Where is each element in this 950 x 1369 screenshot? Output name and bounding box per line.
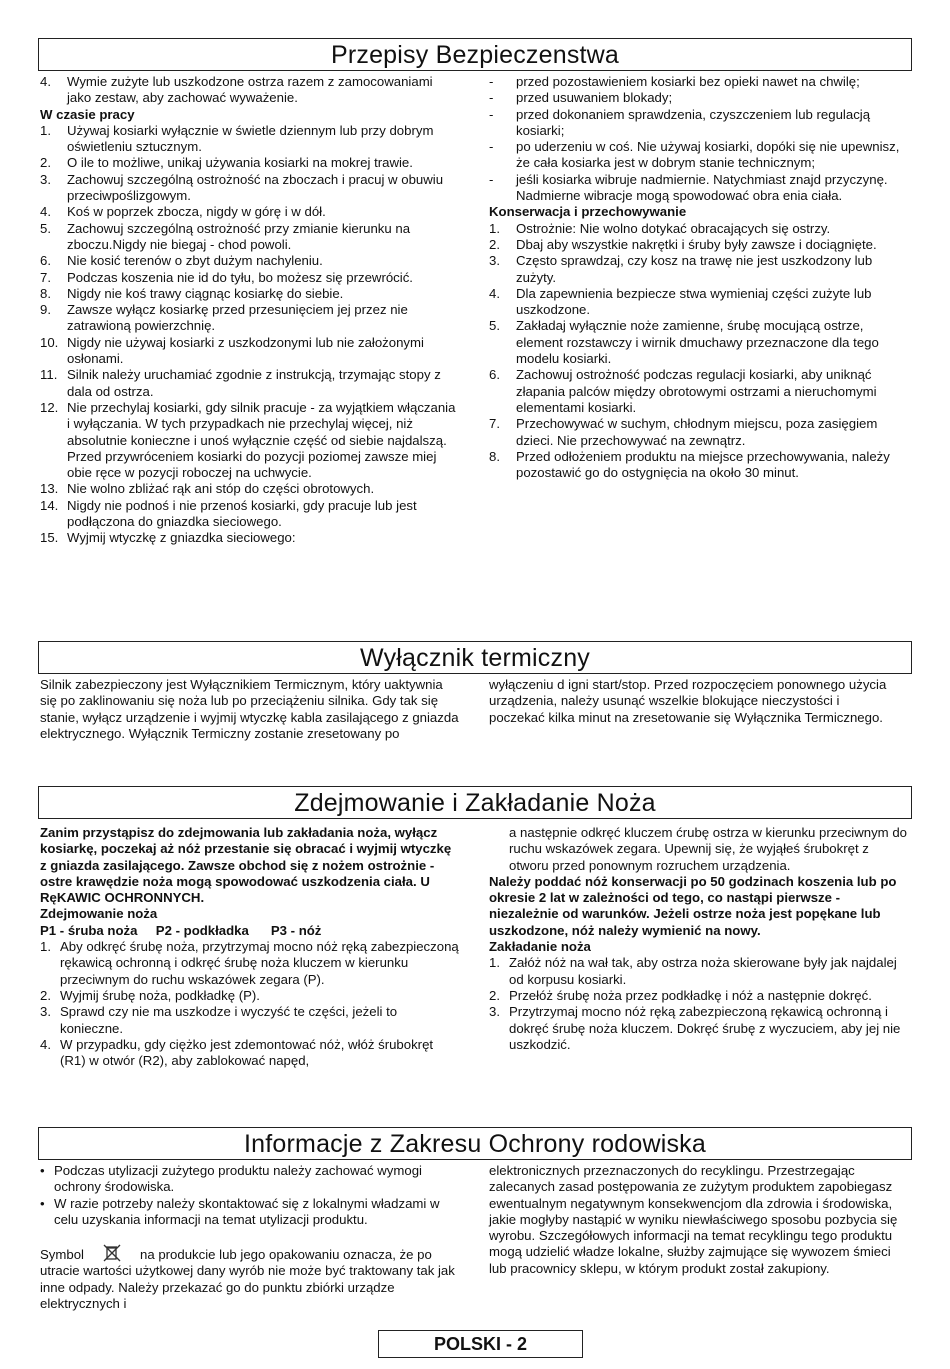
safety-left-column	[40, 74, 460, 547]
list-item	[489, 221, 909, 237]
list-text: Nigdy nie podnoś i nie przenoś kosiarki, gdy pracuje lub jest podłączona do gniazdka sieciowego.	[67, 497, 417, 530]
section-title-safety: Przepisy Bezpieczenstwa	[38, 38, 912, 71]
removal-continuation: a następnie odkręć kluczem ćrubę ostrza w kierunku przeciwnym do ruchu wskazówek zegara. Upewnij się, że wyjąłeś śrubokręt z otworu przed ponownym rozruchem urządzenia.	[509, 825, 908, 873]
section-title-thermal: Wyłącznik termiczny	[38, 641, 912, 674]
step-number: 4.	[40, 1036, 51, 1052]
step-text: Przytrzymaj mocno nóż ręką zabezpieczoną rękawicą ochronną i dokręć śrubę noża kluczem. Dokręć śrubę z wyczuciem, aby jej nie uszkodzić.	[509, 1004, 901, 1052]
list-marker: 2.	[489, 236, 500, 252]
list-text: Ostrożnie: Nie wolno dotykać obracających się ostrzy.	[516, 220, 831, 236]
step-number: 3.	[40, 1004, 51, 1020]
list-marker: 6.	[489, 367, 500, 383]
list-text: przed pozostawieniem kosiarki bez opieki nawet na chwilę;	[516, 74, 860, 89]
step-item	[489, 955, 911, 988]
bullet-dot: •	[40, 1195, 45, 1211]
list-item	[489, 416, 909, 449]
list-item	[40, 270, 460, 286]
step-text: Aby odkręć śrubę noża, przytrzymaj mocno nóż ręką zabezpieczoną rękawicą ochronną i odkręć śrubę noża kluczem w kierunku przeciwnym do ruchu wskazówek zegara (P).	[60, 939, 459, 987]
list-item	[40, 286, 460, 302]
list-item	[489, 74, 909, 90]
step-text: Przełóż śrubę noża przez podkładkę i nóż a następnie dokręć.	[509, 987, 872, 1003]
list-item	[489, 172, 909, 205]
parts-legend: P1 - śruba noża P2 - podkładka P3 - nóż	[40, 922, 322, 938]
fitting-heading: Zakładanie noża	[489, 939, 591, 955]
list-marker: 4.	[489, 285, 500, 301]
subsection-heading: W czasie pracy	[40, 106, 135, 122]
list-item	[489, 107, 909, 140]
section-title-environment: Informacje z Zakresu Ochrony rodowiska	[38, 1127, 912, 1160]
list-item	[40, 172, 460, 205]
list-marker: 5.	[489, 318, 500, 334]
list-text: Zawsze wyłącz kosiarkę przed przesunięciem jej przez nie zatrawioną powierzchnię.	[67, 302, 408, 334]
step-text: Sprawd czy nie ma uszkodze i wyczyść te części, jeżeli to konieczne.	[60, 1004, 398, 1036]
list-item	[40, 253, 460, 269]
list-item	[40, 530, 460, 546]
env-bullet: • W razie potrzeby należy skontaktować się z lokalnymi władzami w celu uzyskania informacji na temat utylizacji produktu.	[40, 1195, 440, 1227]
list-item	[40, 400, 460, 481]
blade-right-column	[489, 825, 911, 1053]
list-text: Wyjmij wtyczkę z gniazdka sieciowego:	[67, 530, 296, 546]
step-number: 1.	[489, 955, 500, 971]
section-title-blade: Zdejmowanie i Zakładanie Noża	[38, 786, 912, 819]
step-number: 2.	[489, 987, 500, 1003]
list-marker: 4.	[40, 74, 51, 89]
list-text: przed dokonaniem sprawdzenia, czyszczeniem lub regulacją kosiarki;	[516, 106, 871, 138]
list-text: Dbaj aby wszystkie nakrętki i śruby były zawsze i dociągnięte.	[516, 236, 877, 252]
list-text: po uderzeniu w coś. Nie używaj kosiarki, dopóki się nie upewnisz, że cała kosiarka jest w dobrym stanie technicznym;	[516, 139, 900, 171]
list-text: przed usuwaniem blokady;	[516, 90, 673, 106]
list-item	[40, 302, 460, 335]
list-marker: 9.	[40, 302, 51, 318]
step-text: Załóż nóż na wał tak, aby ostrza noża skierowane były jak najdalej od korpusu kosiarki.	[509, 955, 897, 987]
list-text: Nie kosić terenów o zbyt dużym nachyleniu.	[67, 253, 323, 269]
list-item	[489, 237, 909, 253]
list-text: Nigdy nie używaj kosiarki z uszkodzonymi lub nie założonymi osłonami.	[67, 334, 424, 367]
list-marker: 10.	[40, 334, 59, 350]
list-marker: 7.	[489, 416, 500, 432]
fitting-steps-list	[489, 955, 911, 1053]
list-text: Podczas koszenia nie id do tyłu, bo możesz się przewrócić.	[67, 269, 413, 285]
symbol-paragraph: Symbol na produkcie lub jego opakowaniu oznacza, że po utracie wartości użytkowej dany wyrób nie może być traktowany tak jak inne odpady. Należy przekazać go do punktu zbiórki urządze elektrycznych i	[40, 1244, 462, 1312]
list-marker: 1.	[489, 220, 500, 236]
step-number: 1.	[40, 939, 51, 955]
thermal-right-text: wyłączeniu d igni start/stop. Przed rozpoczęciem ponownego użycia urządzenia, należy usunąć wszelkie blokujące nieczystości i poczekać kilka minut na zresetowanie się Wyłącznika Termicznego.	[489, 677, 887, 725]
list-text: Dla zapewnienia bezpiecze stwa wymieniaj części zużyte lub uszkodzone.	[516, 285, 872, 318]
list-item	[489, 286, 909, 319]
list-marker: 13.	[40, 481, 59, 497]
page-footer: POLSKI - 2	[378, 1330, 583, 1358]
list-item	[40, 481, 460, 497]
list-marker: 14.	[40, 497, 59, 513]
list-marker: 5.	[40, 220, 51, 236]
list-item	[489, 318, 909, 367]
list-text: Przechowywać w suchym, chłodnym miejscu, poza zasięgiem dzieci. Nie przechowywać na zewnątrz.	[516, 416, 878, 448]
list-marker: 6.	[40, 253, 51, 269]
blade-left-column	[40, 825, 460, 1069]
list-text: Nigdy nie koś trawy ciągnąc kosiarkę do siebie.	[67, 285, 344, 301]
list-text: Używaj kosiarki wyłącznie w świetle dziennym lub przy dobrym oświetleniu sztucznym.	[67, 122, 434, 155]
list-marker: 7.	[40, 269, 51, 285]
list-marker: -	[489, 106, 494, 122]
step-item	[40, 1037, 460, 1070]
list-text: Koś w poprzek zbocza, nigdy w górę i w dół.	[67, 204, 326, 220]
list-text: Silnik należy uruchamiać zgodnie z instrukcją, trzymając stopy z dala od ostrza.	[67, 367, 441, 399]
list-text: Zachowuj ostrożność podczas regulacji kosiarki, aby uniknąć złapania palców między obrotowymi ostrzami a nieruchomymi elementami kosiarki.	[516, 367, 877, 415]
step-number: 3.	[489, 1004, 500, 1020]
list-text: Nie wolno zbliżać rąk ani stóp do części obrotowych.	[67, 481, 375, 497]
step-text: Wyjmij śrubę noża, podkładkę (P).	[60, 987, 260, 1003]
list-text: Wymie zużyte lub uszkodzone ostrza razem z zamocowaniami jako zestaw, aby zachować wyważenie.	[67, 74, 433, 106]
list-item	[489, 367, 909, 416]
list-marker: 8.	[40, 285, 51, 301]
step-text: W przypadku, gdy ciężko jest zdemontować nóż, włóż śrubokręt (R1) w otwór (R2), aby zablokować napęd,	[60, 1036, 434, 1069]
step-item	[40, 939, 460, 988]
list-item	[40, 221, 460, 254]
list-text: Zakładaj wyłącznie noże zamienne, śrubę mocującą ostrze, element rozstawczy i wirnik dmuchawy przeznaczone dla tego modelu kosiarki.	[516, 318, 879, 367]
list-item	[40, 155, 460, 171]
thermal-left-text: Silnik zabezpieczony jest Wyłącznikiem Termicznym, który uaktywnia się po zaklinowaniu się noża lub po przeciążeniu silnika. Gdy tak się stanie, wyłącz urządzenie i wyjmij wtyczkę kabla zasilającego z gniazda elektrycznego. Wyłącznik Termiczny zostanie zresetowany po	[40, 677, 459, 741]
step-number: 2.	[40, 987, 51, 1003]
step-item	[489, 988, 911, 1004]
list-marker: 3.	[489, 253, 500, 269]
list-marker: 8.	[489, 448, 500, 464]
list-item	[40, 335, 460, 368]
list-marker: 4.	[40, 204, 51, 220]
list-marker: -	[489, 171, 494, 187]
list-text: jeśli kosiarka wibruje nadmiernie. Natychmiast znajd przyczynę. Nadmierne wibracje mogą spowodować obra enia ciała.	[516, 171, 888, 204]
crossed-out-bin-icon	[102, 1244, 122, 1262]
list-marker: 3.	[40, 171, 51, 187]
list-item	[40, 204, 460, 220]
bullet-dot: •	[40, 1163, 45, 1178]
env-bullet: • Podczas utylizacji zużytego produktu należy zachować wymogi ochrony środowiska.	[40, 1163, 422, 1195]
list-marker: 11.	[40, 367, 58, 383]
removal-steps-list	[40, 939, 460, 1069]
environment-left-column	[40, 1163, 462, 1312]
list-marker: 2.	[40, 155, 51, 171]
removal-heading: Zdejmowanie noża	[40, 906, 158, 922]
list-item	[489, 449, 909, 482]
list-text: Często sprawdzaj, czy kosz na trawę nie jest uszkodzony lub zużyty.	[516, 253, 873, 285]
list-text: Przed odłożeniem produktu na miejsce przechowywania, należy pozostawić go do ostygnięcia na około 30 minut.	[516, 448, 890, 481]
step-item	[40, 988, 460, 1004]
list-marker: -	[489, 90, 494, 106]
list-item	[489, 90, 909, 106]
list-marker: 1.	[40, 122, 51, 138]
safety-right-column	[489, 74, 909, 481]
list-text: Nie przechylaj kosiarki, gdy silnik pracuje - za wyjątkiem włączania i wyłączania. W tych przypadkach nie przechylaj więcej, niż absolutnie konieczne i unoś wyłącznie część od siebie najdalszą. Przed przywróceniem kosiarki do pozycji poziomej zawsze miej obie ręce w pozycji roboczej na uchwycie.	[67, 399, 456, 481]
blade-warning: Zanim przystąpisz do zdejmowania lub zakładania noża, wyłącz kosiarkę, poczekaj aż nóż przestanie się obracać i wyjmij wtyczkę z gniazda zasilającego. Zawsze obchod się z nożem ostrożnie - ostre krawędzie noża mogą spowodować uszkodzenia ciała. U RęKAWIC OCHRONNYCH.	[40, 825, 452, 906]
maintenance-note: Należy poddać nóż konserwacji po 50 godzinach koszenia lub po okresie 2 lat w zależności od tego, co nastąpi pierwsze - niezależnie od warunków. Jeżeli ostrze noża jest popękane lub uszkodzone, nóż należy wymienić na nowy.	[489, 873, 897, 938]
environment-right-text: elektronicznych przeznaczonych do recyklingu. Przestrzegając zalecanych zasad postępowania ze zużytym produktem zapobiegasz ewentualnym negatywnym konsekwencjom dla zdrowia i środowiska, jakie mogłyby nastąpić w wyniku niewłaściwego sposobu pozbycia się wyrobu. Szczegółowych informacji na temat recyklingu tego produktu mogą udzielić władze lokalne, służby zajmujące się wywozem śmieci lub pracownicy sklepu, w którym produkt został zakupiony.	[489, 1163, 898, 1276]
list-item	[489, 253, 909, 286]
list-text: O ile to możliwe, unikaj używania kosiarki na mokrej trawie.	[67, 155, 413, 171]
step-item	[489, 1004, 911, 1053]
step-item	[40, 1004, 460, 1037]
list-item	[40, 498, 460, 531]
list-marker: 12.	[40, 399, 59, 415]
list-item	[40, 74, 460, 107]
list-item	[40, 367, 460, 400]
list-item	[489, 139, 909, 172]
subsection-heading: Konserwacja i przechowywanie	[489, 204, 687, 220]
list-item	[40, 123, 460, 156]
list-marker: 15.	[40, 530, 59, 546]
list-text: Zachowuj szczególną ostrożność przy zmianie kierunku na zboczu.Nigdy nie biegaj - chod powoli.	[67, 220, 411, 252]
list-text: Zachowuj szczególną ostrożność na zboczach i pracuj w obuwiu przeciwpoślizgowym.	[67, 171, 444, 204]
list-marker: -	[489, 74, 494, 89]
list-marker: -	[489, 139, 494, 155]
